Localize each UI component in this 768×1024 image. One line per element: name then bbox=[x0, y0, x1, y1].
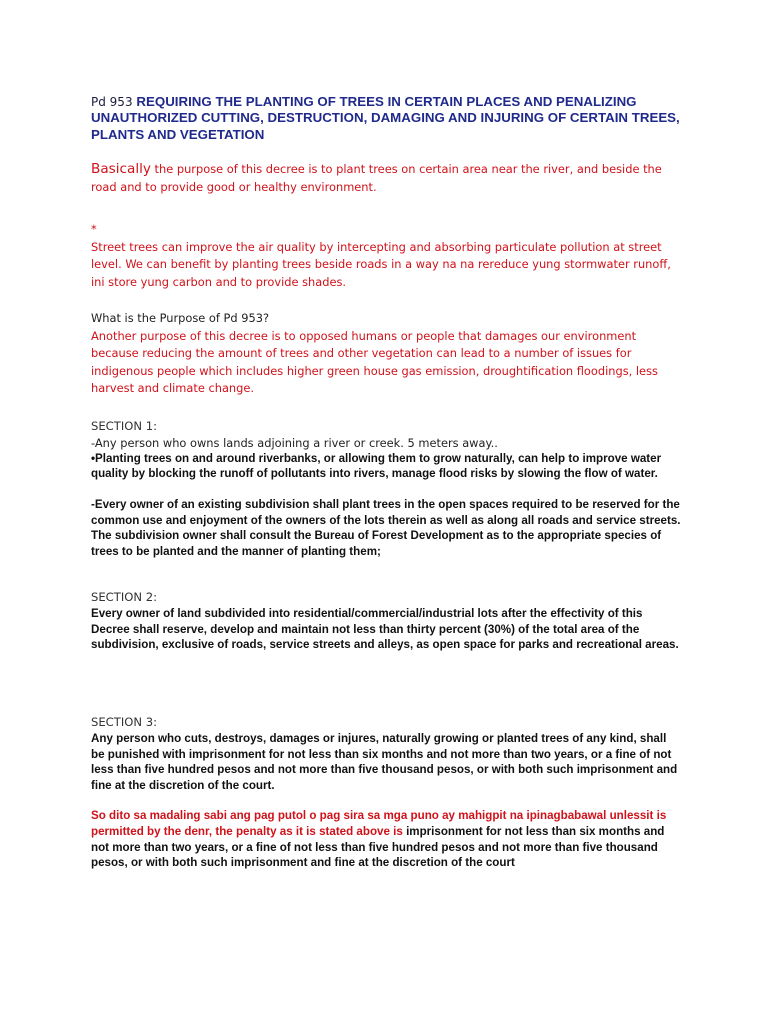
section-2-text: Every owner of land subdivided into residential/commercial/industrial lots after the effectivity of this Decree shall reserve, develop and maintain not less than thirty percent (30%) of the total area of the subdivision, exclusive of roads, service streets and alleys, as open space for parks and recreational areas. bbox=[91, 607, 679, 652]
section-1 bbox=[91, 418, 681, 560]
section-1-bullet: •Planting trees on and around riverbanks, or allowing them to grow naturally, can help to improve water quality by blocking the runoff of pollutants into rivers, manage flood risks by slowing the flow of water. bbox=[91, 451, 662, 481]
section-3-summary-red: So dito sa madaling sabi ang pag putol o pag sira sa mga puno ay mahigpit na ipinagbabawal unlessit is permitted by the denr, the penalty as it is stated above is bbox=[91, 809, 667, 839]
document-title bbox=[91, 94, 681, 143]
section-3-text: Any person who cuts, destroys, damages or injures, naturally growing or planted trees of any kind, shall be punished with imprisonment for not less than six months and not more than two years, or a fine of not less than five hundred pesos and not more than five thousand pesos, or with both such imprisonment and fine at the discretion of the court. bbox=[91, 732, 678, 792]
section-1-line: -Any person who owns lands adjoining a river or creek. 5 meters away.. bbox=[91, 435, 498, 450]
intro-paragraph bbox=[91, 161, 681, 196]
decree-number: Pd 953 bbox=[91, 95, 137, 109]
section-3-summary bbox=[91, 808, 681, 870]
section-1-subdivision: -Every owner of an existing subdivision shall plant trees in the open spaces required to be reserved for the common use and enjoyment of the owners of the lots therein as well as along all roads and service streets. The subdivision owner shall consult the Bureau of Forest Development as to the appropriate species of trees to be planted and the manner of planting them; bbox=[91, 497, 681, 558]
decree-title: REQUIRING THE PLANTING OF TREES IN CERTAIN PLACES AND PENALIZING UNAUTHORIZED CUTTING, DESTRUCTION, DAMAGING AND INJURING OF CERTAIN TREES, PLANTS AND VEGETATION bbox=[91, 94, 680, 142]
section-1-heading: SECTION 1: bbox=[91, 418, 158, 433]
purpose-question: What is the Purpose of Pd 953? bbox=[91, 311, 270, 326]
note-marker: * bbox=[91, 222, 97, 237]
section-3-summary-black: imprisonment for not less than six months and not more than two years, or a fine of not less than five hundred pesos and not more than five thousand pesos, or with both such imprisonment and fine at the discretion of the court bbox=[91, 825, 665, 870]
section-3-heading: SECTION 3: bbox=[91, 715, 158, 730]
document-page bbox=[91, 94, 681, 871]
intro-lead-word: Basically bbox=[91, 161, 151, 178]
purpose-answer: Another purpose of this decree is to opposed humans or people that damages our environment because reducing the amount of trees and other vegetation can lead to a number of issues for indigenous people which includes higher green house gas emission, droughtification floodings, less harvest and climate change. bbox=[91, 328, 658, 396]
section-2 bbox=[91, 589, 681, 653]
note-paragraph: Street trees can improve the air quality by intercepting and absorbing particulate pollution at street level. We can benefit by planting trees beside roads in a way na na rereduce yung stormwater runoff, ini store yung carbon and to provide shades. bbox=[91, 239, 671, 289]
section-2-heading: SECTION 2: bbox=[91, 590, 158, 605]
intro-text: the purpose of this decree is to plant trees on certain area near the river, and beside the road and to provide good or healthy environment. bbox=[91, 162, 662, 194]
section-3 bbox=[91, 714, 681, 871]
